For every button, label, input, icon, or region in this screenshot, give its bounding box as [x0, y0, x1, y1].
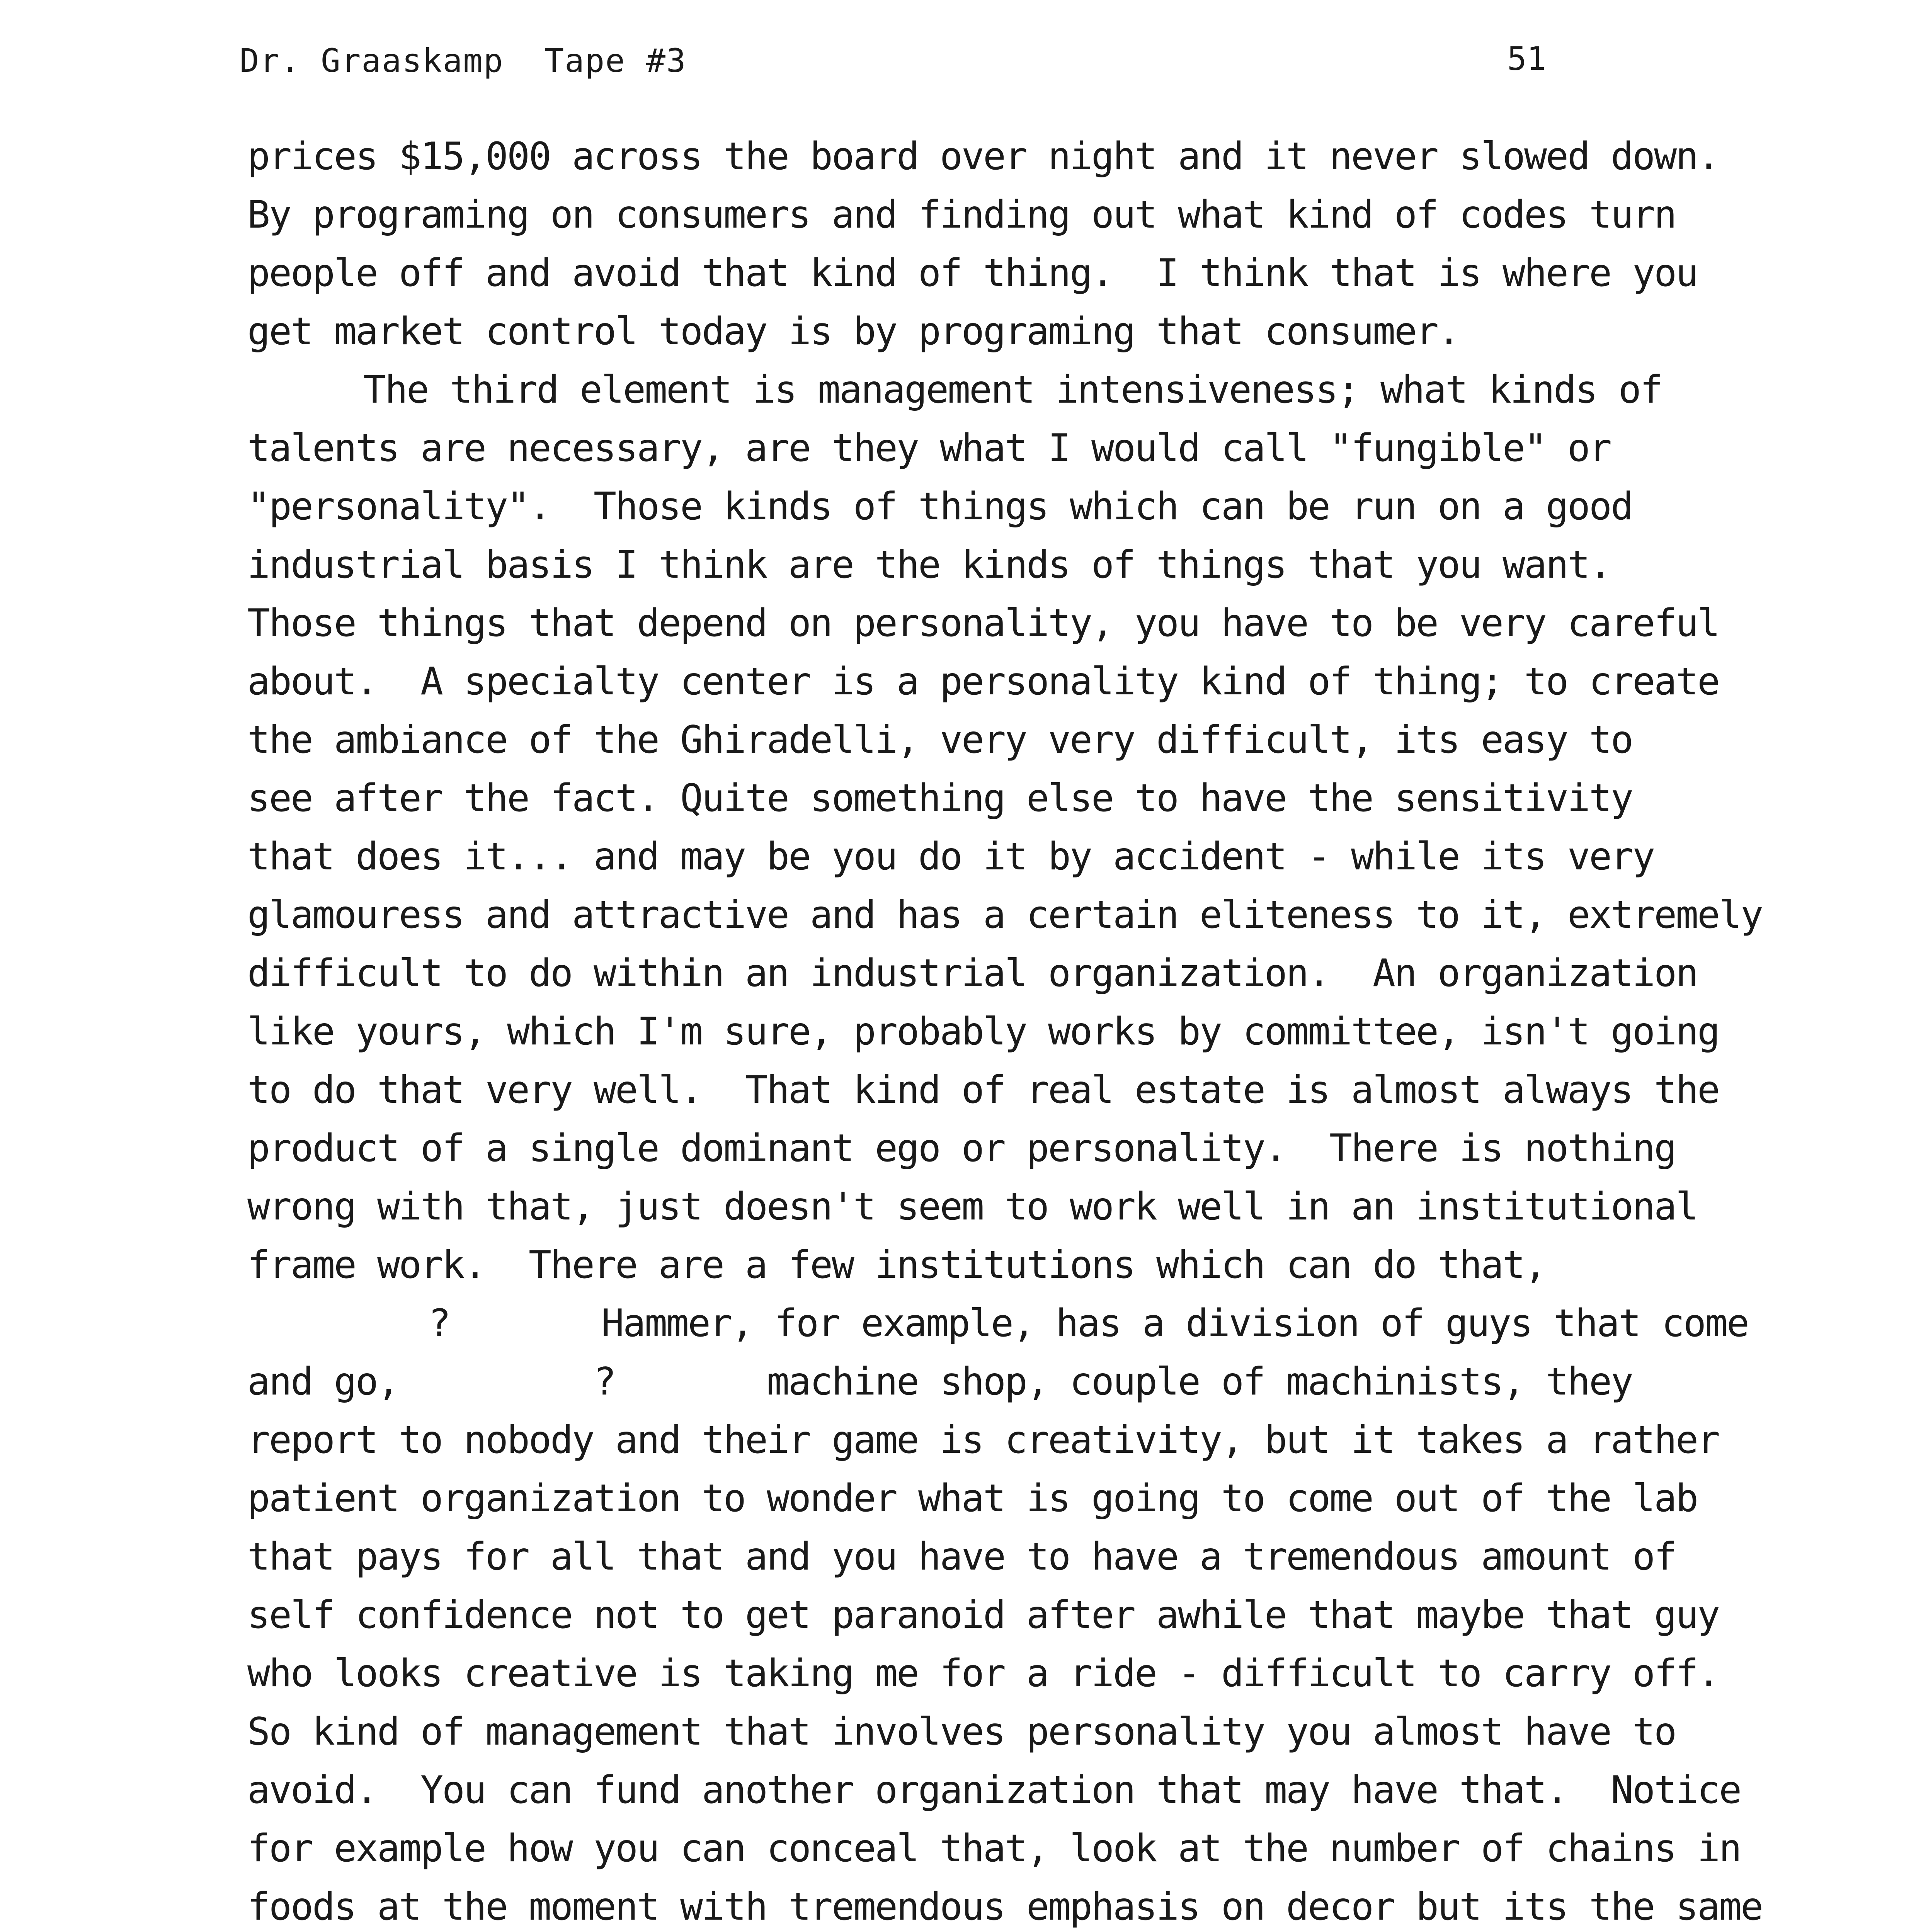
- text-line: industrial basis I think are the kinds of things that you want.: [247, 543, 1611, 587]
- text-line: like yours, which I'm sure, probably works by committee, isn't going: [247, 1010, 1719, 1054]
- text-line: that pays for all that and you have to have a tremendous amount of: [247, 1535, 1676, 1579]
- text-line: the ambiance of the Ghiradelli, very very difficult, its easy to: [247, 718, 1633, 762]
- text-line: So kind of management that involves personality you almost have to: [247, 1710, 1676, 1754]
- text-line: and go, ? machine shop, couple of machinists, they: [247, 1360, 1633, 1404]
- text-line: The third element is management intensiveness; what kinds of: [363, 368, 1662, 412]
- text-line: report to nobody and their game is creativity, but it takes a rather: [247, 1418, 1719, 1462]
- text-line: By programing on consumers and finding out what kind of codes turn: [247, 193, 1676, 237]
- text-line: talents are necessary, are they what I would call "fungible" or: [247, 426, 1611, 470]
- text-line: see after the fact. Quite something else to have the sensitivity: [247, 776, 1633, 820]
- text-line: prices $15,000 across the board over night and it never slowed down.: [247, 134, 1719, 179]
- text-line: avoid. You can fund another organization that may have that. Notice: [247, 1768, 1741, 1812]
- page-header-title: Dr. Graaskamp Tape #3: [240, 42, 687, 80]
- transcript-body: [247, 128, 1909, 1932]
- text-line: Those things that depend on personality, you have to be very careful: [247, 601, 1719, 645]
- text-line: ? Hammer, for example, has a division of guys that come: [363, 1301, 1749, 1345]
- text-line: glamouress and attractive and has a certain eliteness to it, extremely: [247, 893, 1763, 937]
- text-line: "personality". Those kinds of things which can be run on a good: [247, 485, 1633, 529]
- text-line: about. A specialty center is a personality kind of thing; to create: [247, 660, 1719, 704]
- text-line: patient organization to wonder what is going to come out of the lab: [247, 1476, 1698, 1520]
- text-line: for example how you can conceal that, look at the number of chains in: [247, 1827, 1741, 1871]
- text-line: self confidence not to get paranoid after awhile that maybe that guy: [247, 1593, 1719, 1637]
- page-number: 51: [1507, 40, 1547, 78]
- text-line: people off and avoid that kind of thing. I think that is where you: [247, 251, 1698, 295]
- text-line: foods at the moment with tremendous emphasis on decor but its the same: [247, 1885, 1763, 1929]
- text-line: to do that very well. That kind of real estate is almost always the: [247, 1068, 1719, 1112]
- text-line: product of a single dominant ego or personality. There is nothing: [247, 1126, 1676, 1170]
- text-line: difficult to do within an industrial organization. An organization: [247, 951, 1698, 995]
- text-line: wrong with that, just doesn't seem to work well in an institutional: [247, 1185, 1698, 1229]
- text-line: frame work. There are a few institutions which can do that,: [247, 1243, 1546, 1287]
- text-line: get market control today is by programing that consumer.: [247, 310, 1460, 354]
- text-line: that does it... and may be you do it by accident - while its very: [247, 835, 1654, 879]
- text-line: who looks creative is taking me for a ride - difficult to carry off.: [247, 1651, 1719, 1696]
